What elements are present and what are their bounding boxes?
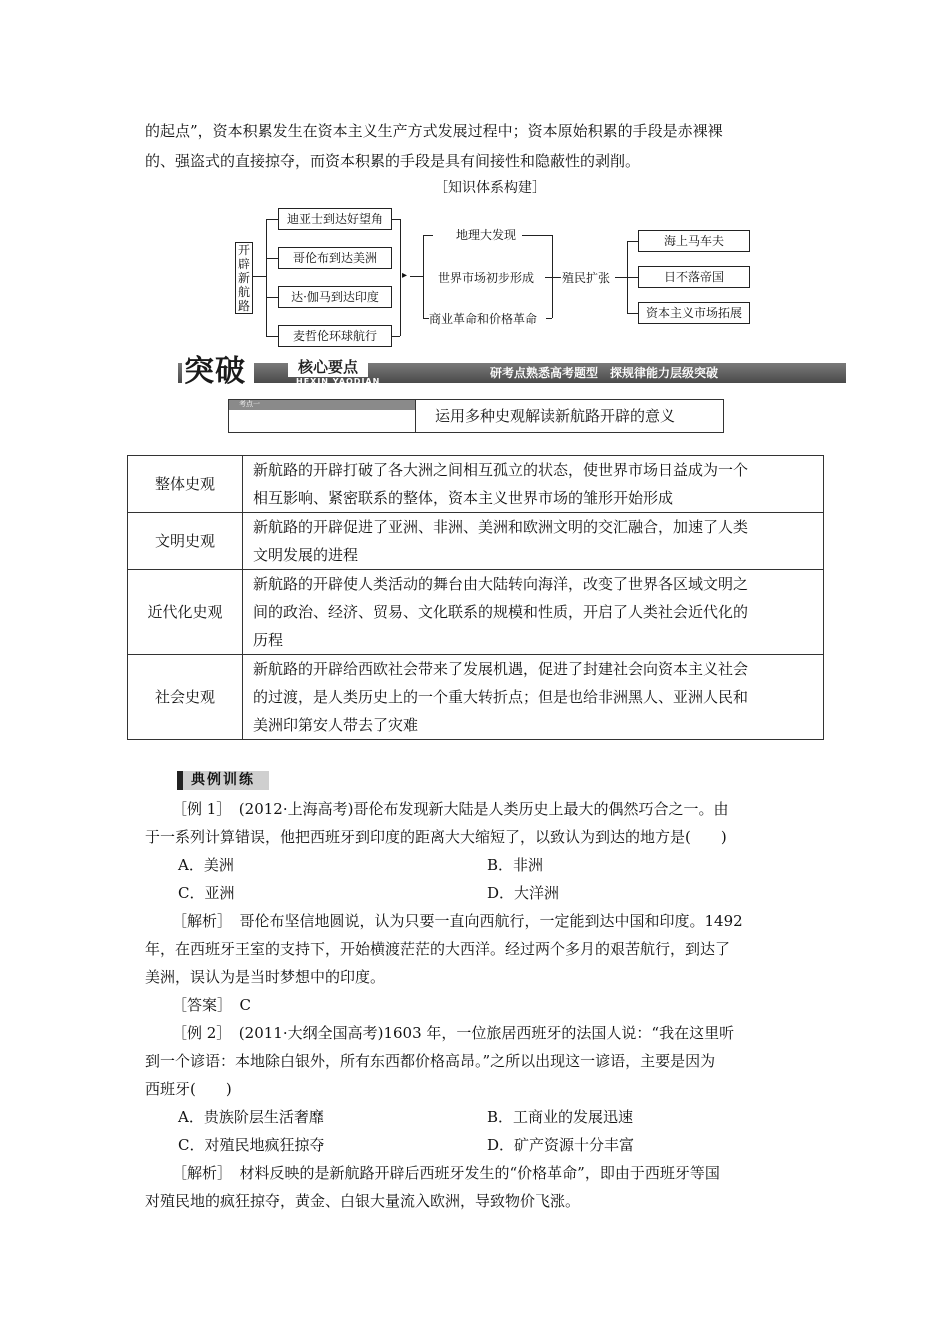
- ex1-option-c: C．亚洲: [178, 884, 235, 902]
- intro-line-1: 的起点”，资本积累发生在资本主义生产方式发展过程中；资本原始积累的手段是赤裸裸: [145, 122, 723, 140]
- route-da-gama: 达·伽马到达印度: [278, 286, 392, 308]
- effect-world-market: 世界市场初步形成: [438, 271, 535, 285]
- ex2-analysis-1: ［解析］ 材料反映的是新航路开辟后西班牙发生的“价格革命”，即由于西班牙等国: [172, 1164, 720, 1182]
- row-value: 新航路的开辟打破了各大洲之间相互孤立的状态，使世界市场日益成为一个 相互影响、紧密联系的整体，资本主义世界市场的雏形开始形成: [243, 456, 824, 513]
- banner-core: 核心要点: [288, 357, 368, 377]
- row-key: 社会史观: [128, 655, 243, 740]
- route-columbus: 哥伦布到达美洲: [278, 247, 392, 269]
- ex1-option-b: B．非洲: [487, 856, 544, 874]
- ex1-option-d: D．大洋洲: [487, 884, 560, 902]
- point-tag: 考点一: [239, 400, 260, 408]
- ex2-analysis-2: 对殖民地的疯狂掠夺，黄金、白银大量流入欧洲，导致物价飞涨。: [145, 1192, 581, 1210]
- point-heading: [228, 399, 724, 433]
- ex2-question-2: 到一个谚语：本地除白银外，所有东西都价格高昂。”之所以出现这一谚语，主要是因为: [145, 1052, 716, 1070]
- section-banner: [178, 355, 846, 389]
- ex1-analysis-1: ［解析］ 哥伦布坚信地圆说，认为只要一直向西航行，一定能到达中国和印度。1492: [172, 912, 743, 930]
- point-title: 运用多种史观解读新航路开辟的意义: [435, 407, 676, 425]
- banner-title: 突破: [182, 355, 254, 389]
- route-dias: 迪亚士到达好望角: [278, 208, 392, 230]
- table-row: [128, 513, 824, 570]
- banner-pinyin: HEXIN YAODIAN: [296, 377, 381, 386]
- row-key: 文明史观: [128, 513, 243, 570]
- intro-line-2: 的、强盗式的直接掠夺，而资本积累的手段是具有间接性和隐蔽性的剥削。: [145, 152, 641, 170]
- ex1-question-1: ［例 1］ (2012·上海高考)哥伦布发现新大陆是人类历史上最大的偶然巧合之一。由: [172, 800, 729, 818]
- banner-slogan: 研考点熟悉高考题型 探规律能力层级突破: [490, 366, 719, 380]
- colonial-expansion: 殖民扩张: [562, 271, 611, 285]
- ex1-analysis-2: 年，在西班牙王室的支持下，开始横渡茫茫的大西洋。经过两个多月的艰苦航行，到达了: [145, 940, 731, 958]
- result-dutch: 海上马车夫: [638, 230, 750, 252]
- result-british: 日不落帝国: [638, 266, 750, 288]
- history-views-table: [127, 455, 824, 740]
- map-root: 开辟新航路: [235, 242, 253, 314]
- row-key: 整体史观: [128, 456, 243, 513]
- ex2-option-b: B．工商业的发展迅速: [487, 1108, 634, 1126]
- ex2-option-a: A．贵族阶层生活奢靡: [178, 1108, 324, 1126]
- row-value: 新航路的开辟给西欧社会带来了发展机遇，促进了封建社会向资本主义社会 的过渡，是人类历史上的一个重大转折点；但是也给非洲黑人、亚洲人民和 美洲印第安人带去了灾难: [243, 655, 824, 740]
- ex2-question-3: 西班牙( ): [145, 1080, 232, 1098]
- map-heading: ［知识体系构建］: [434, 180, 546, 196]
- route-magellan: 麦哲伦环球航行: [278, 325, 392, 347]
- effect-discovery: 地理大发现: [456, 228, 517, 242]
- ex2-question-1: ［例 2］ (2011·大纲全国高考)1603 年，一位旅居西班牙的法国人说：“我在这里听: [172, 1024, 735, 1042]
- row-value: 新航路的开辟使人类活动的舞台由大陆转向海洋，改变了世界各区域文明之 间的政治、经济、贸易、文化联系的规模和性质，开启了人类社会近代化的 历程: [243, 570, 824, 655]
- arrow-icon: ▸: [402, 270, 408, 281]
- ex1-answer: ［答案］ C: [172, 996, 251, 1014]
- table-row: [128, 570, 824, 655]
- examples-heading: 典例训练: [177, 771, 269, 790]
- table-row: [128, 655, 824, 740]
- ex1-analysis-3: 美洲，误认为是当时梦想中的印度。: [145, 968, 386, 986]
- table-row: [128, 456, 824, 513]
- effect-revolutions: 商业革命和价格革命: [429, 312, 538, 326]
- ex2-option-d: D．矿产资源十分丰富: [487, 1136, 635, 1154]
- row-key: 近代化史观: [128, 570, 243, 655]
- ex2-option-c: C．对殖民地疯狂掠夺: [178, 1136, 325, 1154]
- row-value: 新航路的开辟促进了亚洲、非洲、美洲和欧洲文明的交汇融合，加速了人类 文明发展的进程: [243, 513, 824, 570]
- ex1-option-a: A．美洲: [178, 856, 234, 874]
- result-market: 资本主义市场拓展: [638, 302, 750, 324]
- ex1-question-2: 于一系列计算错误，他把西班牙到印度的距离大大缩短了，以致认为到达的地方是( ): [145, 828, 727, 846]
